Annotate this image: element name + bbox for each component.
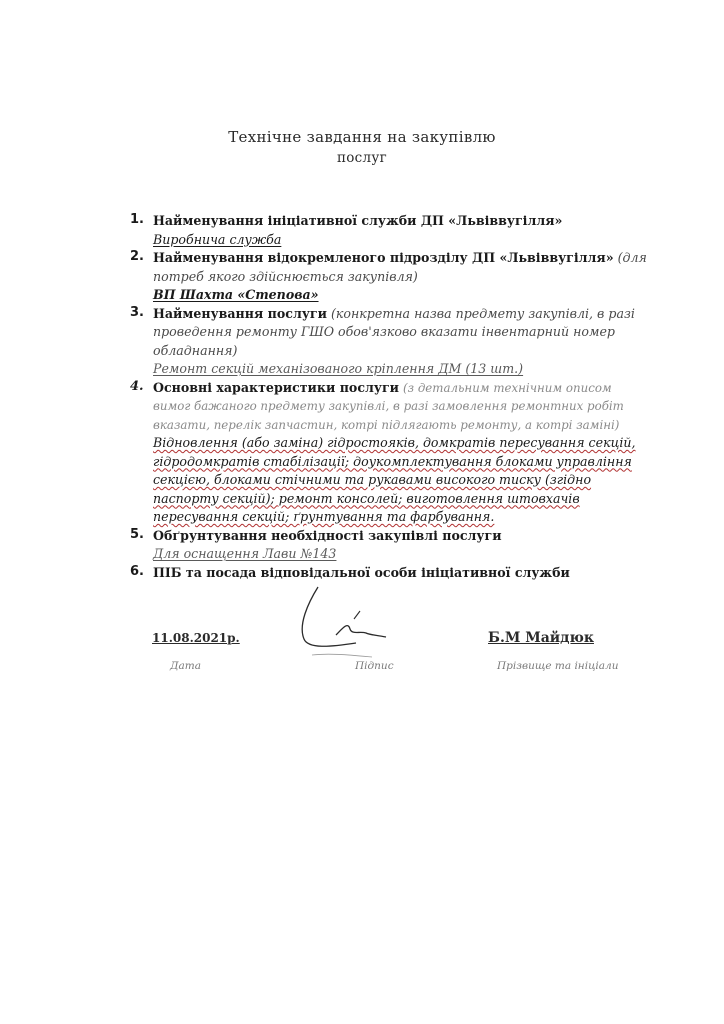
item-answer: пересування секцій; ґрунтування та фарбування.: [153, 509, 495, 524]
item-note: вказати, перелік запчастин, котрі підлягають ремонту, а котрі заміні): [153, 417, 620, 432]
item-answer: паспорту секцій); ремонт консолей; виготовлення штовхачів: [153, 490, 580, 506]
item-note: вимог бажаного предмету закупівлі, в разі замовлення ремонтних робіт: [153, 399, 624, 413]
item-heading: Найменування ініціативної служби ДП «Львіввугілля»: [153, 213, 563, 228]
list-item-5: [130, 527, 670, 564]
item-note: обладнання): [153, 342, 238, 358]
item-answer: секцією, блоками стічними та рукавами високого тиску (згідно: [153, 472, 592, 487]
item-heading: Найменування відокремленого підрозділу ДП «Львіввугілля»: [153, 250, 614, 265]
signature-date: 11.08.2021р.: [152, 631, 240, 645]
item-note: (для: [617, 250, 647, 265]
list-item-4: [130, 379, 670, 527]
document-title: Технічне завдання на закупівлю: [228, 128, 496, 146]
list-item-1: [130, 212, 670, 249]
item-number: 5.: [130, 526, 144, 542]
item-answer: Для оснащення Лави №143: [153, 546, 337, 561]
item-heading: ПІБ та посада відповідальної особи ініціативної служби: [153, 564, 570, 580]
caption-signature: Підпис: [355, 660, 394, 672]
signatory-name: Б.М Майдюк: [488, 630, 594, 646]
item-note: проведення ремонту ГШО обов'язково вказати інвентарний номер: [153, 324, 615, 339]
item-note: (з детальним технічним описом: [403, 380, 612, 395]
item-answer: Ремонт секцій механізованого кріплення ДМ (13 шт.): [153, 361, 524, 376]
list-item-2: [130, 249, 670, 305]
handwritten-signature: [290, 585, 450, 665]
caption-date: Дата: [170, 660, 202, 672]
list-item-6: [130, 564, 670, 583]
items-list: [130, 212, 670, 582]
item-number: 4.: [130, 378, 144, 394]
item-answer: гідродомкратів стабілізації; доукомплектування блоками управління: [153, 453, 632, 469]
item-number: 3.: [130, 304, 144, 320]
item-heading: Найменування послуги: [153, 305, 327, 321]
item-number: 6.: [130, 563, 144, 579]
item-number: 1.: [130, 212, 144, 227]
item-note: потреб якого здійснюється закупівля): [153, 268, 418, 284]
item-answer: Відновлення (або заміна) гідростояків, домкратів пересування секцій,: [153, 435, 636, 450]
item-answer: ВП Шахта «Степова»: [153, 287, 319, 302]
caption-name: Прізвище та ініціали: [497, 660, 619, 672]
list-item-3: [130, 305, 670, 379]
item-note: (конкретна назва предмету закупівлі, в разі: [330, 305, 635, 321]
item-heading: Основні характеристики послуги: [153, 379, 400, 395]
item-answer: Виробнича служба: [153, 231, 282, 247]
item-number: 2.: [130, 249, 144, 264]
document-subtitle: послуг: [336, 150, 388, 166]
item-heading: Обґрунтування необхідності закупівлі послуги: [153, 527, 502, 543]
